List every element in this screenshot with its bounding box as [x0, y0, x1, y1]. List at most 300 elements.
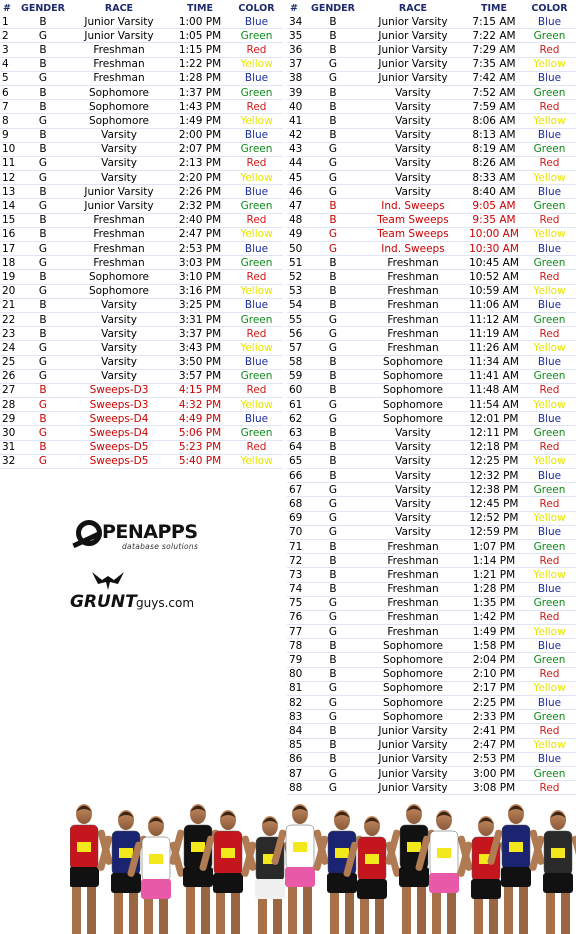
cell-gender: B	[305, 454, 361, 468]
cell-num: 86	[287, 752, 305, 766]
cell-race: Freshman	[68, 43, 170, 57]
table-row	[287, 341, 576, 355]
cell-race: Varsity	[361, 171, 465, 185]
cell-gender: B	[18, 85, 68, 99]
table-row	[0, 213, 283, 227]
table-row	[287, 781, 576, 795]
cell-time: 3:57 PM	[170, 369, 230, 383]
cell-color: Yellow	[523, 341, 576, 355]
cell-num: 9	[0, 128, 18, 142]
cell-race: Junior Varsity	[361, 724, 465, 738]
cell-gender: G	[305, 525, 361, 539]
cell-race: Freshman	[361, 327, 465, 341]
cell-gender: B	[305, 43, 361, 57]
cell-race: Junior Varsity	[361, 29, 465, 43]
cell-num: 62	[287, 412, 305, 426]
cell-color: Red	[230, 383, 283, 397]
cell-color: Green	[230, 29, 283, 43]
cell-time: 2:41 PM	[465, 724, 523, 738]
cell-gender: G	[18, 156, 68, 170]
cell-time: 7:52 AM	[465, 85, 523, 99]
cell-time: 12:18 PM	[465, 440, 523, 454]
cell-color: Blue	[523, 355, 576, 369]
schedule-table-right	[287, 2, 576, 795]
cell-color: Blue	[230, 412, 283, 426]
cell-time: 3:50 PM	[170, 355, 230, 369]
table-row	[287, 142, 576, 156]
cell-num: 59	[287, 369, 305, 383]
cell-time: 12:38 PM	[465, 483, 523, 497]
cell-race: Sweeps-D3	[68, 398, 170, 412]
table-row	[287, 213, 576, 227]
cell-time: 1:35 PM	[465, 596, 523, 610]
cell-gender: B	[305, 256, 361, 270]
cell-race: Sophomore	[68, 85, 170, 99]
cell-color: Green	[523, 199, 576, 213]
table-row	[0, 312, 283, 326]
table-row	[0, 128, 283, 142]
cell-color: Blue	[523, 525, 576, 539]
col-header-gender: GENDER	[311, 3, 355, 14]
cell-race: Sophomore	[361, 398, 465, 412]
cell-time: 11:06 AM	[465, 298, 523, 312]
cell-num: 76	[287, 610, 305, 624]
cell-color: Red	[523, 270, 576, 284]
col-header-color: COLOR	[531, 3, 568, 14]
cell-race: Freshman	[361, 256, 465, 270]
cell-color: Red	[523, 327, 576, 341]
table-row	[287, 667, 576, 681]
cell-race: Junior Varsity	[361, 57, 465, 71]
cell-race: Freshman	[361, 582, 465, 596]
cell-num: 71	[287, 539, 305, 553]
cell-time: 7:29 AM	[465, 43, 523, 57]
table-row	[287, 483, 576, 497]
cell-num: 57	[287, 341, 305, 355]
cell-num: 77	[287, 625, 305, 639]
cell-num: 52	[287, 270, 305, 284]
cell-time: 2:40 PM	[170, 213, 230, 227]
cell-num: 28	[0, 398, 18, 412]
cell-num: 25	[0, 355, 18, 369]
cell-race: Sophomore	[68, 100, 170, 114]
table-row	[287, 57, 576, 71]
cell-race: Varsity	[68, 369, 170, 383]
table-row	[0, 156, 283, 170]
cell-time: 2:25 PM	[465, 696, 523, 710]
cell-gender: G	[305, 341, 361, 355]
table-row	[0, 355, 283, 369]
cell-gender: B	[305, 114, 361, 128]
cell-gender: G	[305, 781, 361, 795]
cell-num: 17	[0, 242, 18, 256]
cell-time: 1:58 PM	[465, 639, 523, 653]
cell-num: 26	[0, 369, 18, 383]
cell-num: 85	[287, 738, 305, 752]
cell-time: 11:19 AM	[465, 327, 523, 341]
table-row	[287, 156, 576, 170]
cell-num: 27	[0, 383, 18, 397]
cell-color: Green	[230, 426, 283, 440]
table-row	[287, 312, 576, 326]
cell-race: Freshman	[68, 57, 170, 71]
cell-color: Blue	[230, 185, 283, 199]
cell-gender: B	[305, 752, 361, 766]
cell-gender: G	[305, 412, 361, 426]
cell-num: 13	[0, 185, 18, 199]
cell-race: Team Sweeps	[361, 213, 465, 227]
cell-gender: G	[18, 242, 68, 256]
cell-gender: G	[18, 341, 68, 355]
cell-gender: G	[305, 242, 361, 256]
cell-time: 4:32 PM	[170, 398, 230, 412]
cell-color: Red	[523, 724, 576, 738]
cell-race: Varsity	[361, 440, 465, 454]
cell-time: 2:53 PM	[170, 242, 230, 256]
cell-time: 2:20 PM	[170, 171, 230, 185]
cell-race: Varsity	[361, 185, 465, 199]
cell-time: 2:32 PM	[170, 199, 230, 213]
cell-time: 3:08 PM	[465, 781, 523, 795]
cell-race: Junior Varsity	[68, 29, 170, 43]
table-header-row	[287, 2, 576, 15]
cell-color: Green	[523, 256, 576, 270]
table-row	[287, 270, 576, 284]
cell-race: Freshman	[361, 539, 465, 553]
cell-color: Red	[523, 781, 576, 795]
cell-gender: B	[18, 383, 68, 397]
cell-gender: B	[305, 128, 361, 142]
runners-photo	[70, 800, 576, 934]
cell-color: Blue	[523, 298, 576, 312]
cell-color: Blue	[523, 128, 576, 142]
cell-num: 75	[287, 596, 305, 610]
cell-time: 1:28 PM	[170, 71, 230, 85]
cell-gender: B	[305, 355, 361, 369]
cell-gender: B	[305, 100, 361, 114]
cell-gender: B	[305, 539, 361, 553]
table-row	[287, 469, 576, 483]
table-row	[0, 71, 283, 85]
cell-color: Yellow	[523, 511, 576, 525]
cell-race: Freshman	[361, 298, 465, 312]
cell-gender: G	[18, 171, 68, 185]
cell-time: 12:59 PM	[465, 525, 523, 539]
cell-time: 1:00 PM	[170, 15, 230, 29]
cell-race: Sophomore	[361, 412, 465, 426]
cell-race: Varsity	[361, 128, 465, 142]
cell-color: Red	[230, 43, 283, 57]
cell-race: Junior Varsity	[361, 738, 465, 752]
cell-color: Yellow	[523, 568, 576, 582]
cell-race: Freshman	[361, 610, 465, 624]
cell-num: 49	[287, 227, 305, 241]
cell-race: Freshman	[68, 213, 170, 227]
cell-time: 10:52 AM	[465, 270, 523, 284]
cell-gender: B	[305, 383, 361, 397]
cell-gender: G	[305, 398, 361, 412]
cell-race: Freshman	[68, 71, 170, 85]
cell-gender: B	[305, 469, 361, 483]
cell-time: 2:10 PM	[465, 667, 523, 681]
cell-time: 7:35 AM	[465, 57, 523, 71]
cell-color: Red	[523, 156, 576, 170]
cell-num: 48	[287, 213, 305, 227]
cell-gender: G	[305, 596, 361, 610]
cell-num: 24	[0, 341, 18, 355]
cell-gender: G	[305, 156, 361, 170]
cell-time: 1:15 PM	[170, 43, 230, 57]
cell-race: Varsity	[68, 355, 170, 369]
cell-gender: G	[18, 369, 68, 383]
schedule-body-right	[287, 15, 576, 795]
cell-num: 64	[287, 440, 305, 454]
cell-num: 60	[287, 383, 305, 397]
table-row	[0, 199, 283, 213]
cell-num: 12	[0, 171, 18, 185]
table-row	[287, 128, 576, 142]
cell-gender: B	[305, 724, 361, 738]
cell-color: Yellow	[523, 681, 576, 695]
cell-time: 1:43 PM	[170, 100, 230, 114]
cell-time: 1:49 PM	[465, 625, 523, 639]
table-row	[287, 256, 576, 270]
cell-gender: G	[18, 398, 68, 412]
cell-race: Freshman	[361, 284, 465, 298]
cell-time: 10:30 AM	[465, 242, 523, 256]
cell-race: Varsity	[361, 142, 465, 156]
table-row	[287, 511, 576, 525]
cell-time: 8:26 AM	[465, 156, 523, 170]
cell-race: Junior Varsity	[361, 781, 465, 795]
col-header-color: COLOR	[238, 3, 275, 14]
cell-time: 3:10 PM	[170, 270, 230, 284]
cell-time: 4:49 PM	[170, 412, 230, 426]
cell-color: Yellow	[230, 227, 283, 241]
cell-color: Blue	[523, 752, 576, 766]
cell-race: Ind. Sweeps	[361, 199, 465, 213]
cell-color: Green	[523, 85, 576, 99]
cell-race: Varsity	[68, 156, 170, 170]
cell-num: 47	[287, 199, 305, 213]
cell-num: 74	[287, 582, 305, 596]
cell-race: Freshman	[361, 341, 465, 355]
cell-race: Sophomore	[361, 383, 465, 397]
cell-gender: G	[305, 681, 361, 695]
cell-color: Green	[230, 312, 283, 326]
cell-race: Varsity	[361, 511, 465, 525]
cell-gender: G	[305, 511, 361, 525]
cell-num: 1	[0, 15, 18, 29]
cell-race: Ind. Sweeps	[361, 242, 465, 256]
cell-race: Sophomore	[361, 667, 465, 681]
table-row	[287, 766, 576, 780]
cell-color: Yellow	[230, 454, 283, 468]
cell-color: Blue	[523, 582, 576, 596]
cell-time: 10:59 AM	[465, 284, 523, 298]
table-row	[0, 57, 283, 71]
cell-color: Green	[230, 369, 283, 383]
cell-time: 2:26 PM	[170, 185, 230, 199]
table-row	[287, 426, 576, 440]
cell-time: 10:45 AM	[465, 256, 523, 270]
schedule-table-left	[0, 2, 283, 469]
cell-time: 1:22 PM	[170, 57, 230, 71]
cell-color: Green	[523, 483, 576, 497]
cell-color: Yellow	[523, 57, 576, 71]
cell-gender: B	[305, 270, 361, 284]
cell-gender: G	[305, 327, 361, 341]
cell-time: 1:05 PM	[170, 29, 230, 43]
cell-race: Freshman	[68, 256, 170, 270]
table-row	[287, 284, 576, 298]
cell-num: 35	[287, 29, 305, 43]
cell-time: 5:06 PM	[170, 426, 230, 440]
cell-gender: G	[305, 610, 361, 624]
cell-color: Yellow	[523, 625, 576, 639]
table-row	[287, 29, 576, 43]
cell-gender: B	[305, 369, 361, 383]
openapps-o-icon	[76, 520, 102, 546]
cell-race: Varsity	[68, 171, 170, 185]
cell-color: Red	[523, 43, 576, 57]
cell-gender: B	[18, 100, 68, 114]
table-row	[287, 171, 576, 185]
table-row	[287, 738, 576, 752]
cell-color: Yellow	[230, 57, 283, 71]
cell-num: 55	[287, 312, 305, 326]
cell-num: 87	[287, 766, 305, 780]
grunt-suffix: guys.com	[136, 596, 195, 610]
table-row	[0, 383, 283, 397]
table-row	[287, 525, 576, 539]
table-row	[287, 71, 576, 85]
cell-color: Green	[523, 710, 576, 724]
table-row	[0, 15, 283, 29]
col-header-time: TIME	[481, 3, 507, 14]
cell-race: Junior Varsity	[361, 15, 465, 29]
cell-num: 68	[287, 497, 305, 511]
cell-race: Varsity	[68, 128, 170, 142]
cell-gender: B	[18, 128, 68, 142]
cell-num: 80	[287, 667, 305, 681]
cell-gender: B	[18, 15, 68, 29]
cell-gender: G	[305, 71, 361, 85]
cell-time: 7:15 AM	[465, 15, 523, 29]
cell-gender: G	[305, 710, 361, 724]
table-row	[0, 142, 283, 156]
cell-gender: B	[18, 57, 68, 71]
cell-time: 7:59 AM	[465, 100, 523, 114]
cell-num: 54	[287, 298, 305, 312]
table-row	[287, 710, 576, 724]
cell-race: Junior Varsity	[68, 185, 170, 199]
cell-num: 4	[0, 57, 18, 71]
cell-gender: B	[305, 284, 361, 298]
cell-gender: B	[18, 185, 68, 199]
table-header-row	[0, 2, 283, 15]
cell-gender: B	[305, 29, 361, 43]
cell-time: 2:04 PM	[465, 653, 523, 667]
cell-num: 14	[0, 199, 18, 213]
table-row	[287, 227, 576, 241]
cell-num: 45	[287, 171, 305, 185]
cell-time: 2:13 PM	[170, 156, 230, 170]
cell-color: Yellow	[523, 284, 576, 298]
cell-race: Sophomore	[361, 696, 465, 710]
cell-time: 1:07 PM	[465, 539, 523, 553]
cell-race: Varsity	[361, 469, 465, 483]
cell-num: 67	[287, 483, 305, 497]
cell-gender: B	[18, 312, 68, 326]
grunt-mascot-icon	[88, 570, 128, 592]
cell-race: Junior Varsity	[68, 15, 170, 29]
table-row	[287, 724, 576, 738]
cell-gender: G	[305, 625, 361, 639]
cell-gender: B	[305, 199, 361, 213]
cell-num: 42	[287, 128, 305, 142]
cell-gender: G	[305, 766, 361, 780]
table-row	[287, 383, 576, 397]
table-row	[287, 369, 576, 383]
cell-color: Yellow	[230, 284, 283, 298]
table-row	[0, 440, 283, 454]
cell-race: Varsity	[68, 298, 170, 312]
cell-time: 8:19 AM	[465, 142, 523, 156]
table-row	[0, 426, 283, 440]
cell-gender: B	[305, 213, 361, 227]
cell-race: Varsity	[361, 454, 465, 468]
cell-time: 12:32 PM	[465, 469, 523, 483]
table-row	[287, 327, 576, 341]
cell-time: 8:06 AM	[465, 114, 523, 128]
cell-race: Sophomore	[361, 710, 465, 724]
table-row	[0, 284, 283, 298]
cell-time: 3:16 PM	[170, 284, 230, 298]
cell-gender: B	[305, 667, 361, 681]
cell-num: 79	[287, 653, 305, 667]
table-row	[0, 327, 283, 341]
cell-time: 5:40 PM	[170, 454, 230, 468]
cell-race: Sweeps-D5	[68, 454, 170, 468]
cell-gender: B	[18, 213, 68, 227]
cell-gender: G	[18, 426, 68, 440]
cell-time: 2:00 PM	[170, 128, 230, 142]
cell-gender: G	[305, 312, 361, 326]
schedule-body-left	[0, 15, 283, 469]
table-row	[287, 653, 576, 667]
cell-gender: G	[18, 29, 68, 43]
cell-color: Red	[523, 497, 576, 511]
cell-race: Junior Varsity	[68, 199, 170, 213]
cell-race: Freshman	[68, 242, 170, 256]
cell-gender: B	[305, 85, 361, 99]
cell-time: 11:34 AM	[465, 355, 523, 369]
gruntguys-logo	[70, 570, 210, 612]
runner-figure	[70, 804, 113, 934]
cell-race: Freshman	[361, 312, 465, 326]
openapps-tagline: database solutions	[122, 542, 199, 551]
cell-color: Blue	[230, 15, 283, 29]
cell-num: 84	[287, 724, 305, 738]
cell-gender: B	[18, 412, 68, 426]
cell-race: Sophomore	[361, 653, 465, 667]
cell-color: Yellow	[523, 171, 576, 185]
cell-color: Red	[523, 440, 576, 454]
cell-race: Junior Varsity	[361, 752, 465, 766]
cell-gender: G	[305, 696, 361, 710]
cell-num: 20	[0, 284, 18, 298]
